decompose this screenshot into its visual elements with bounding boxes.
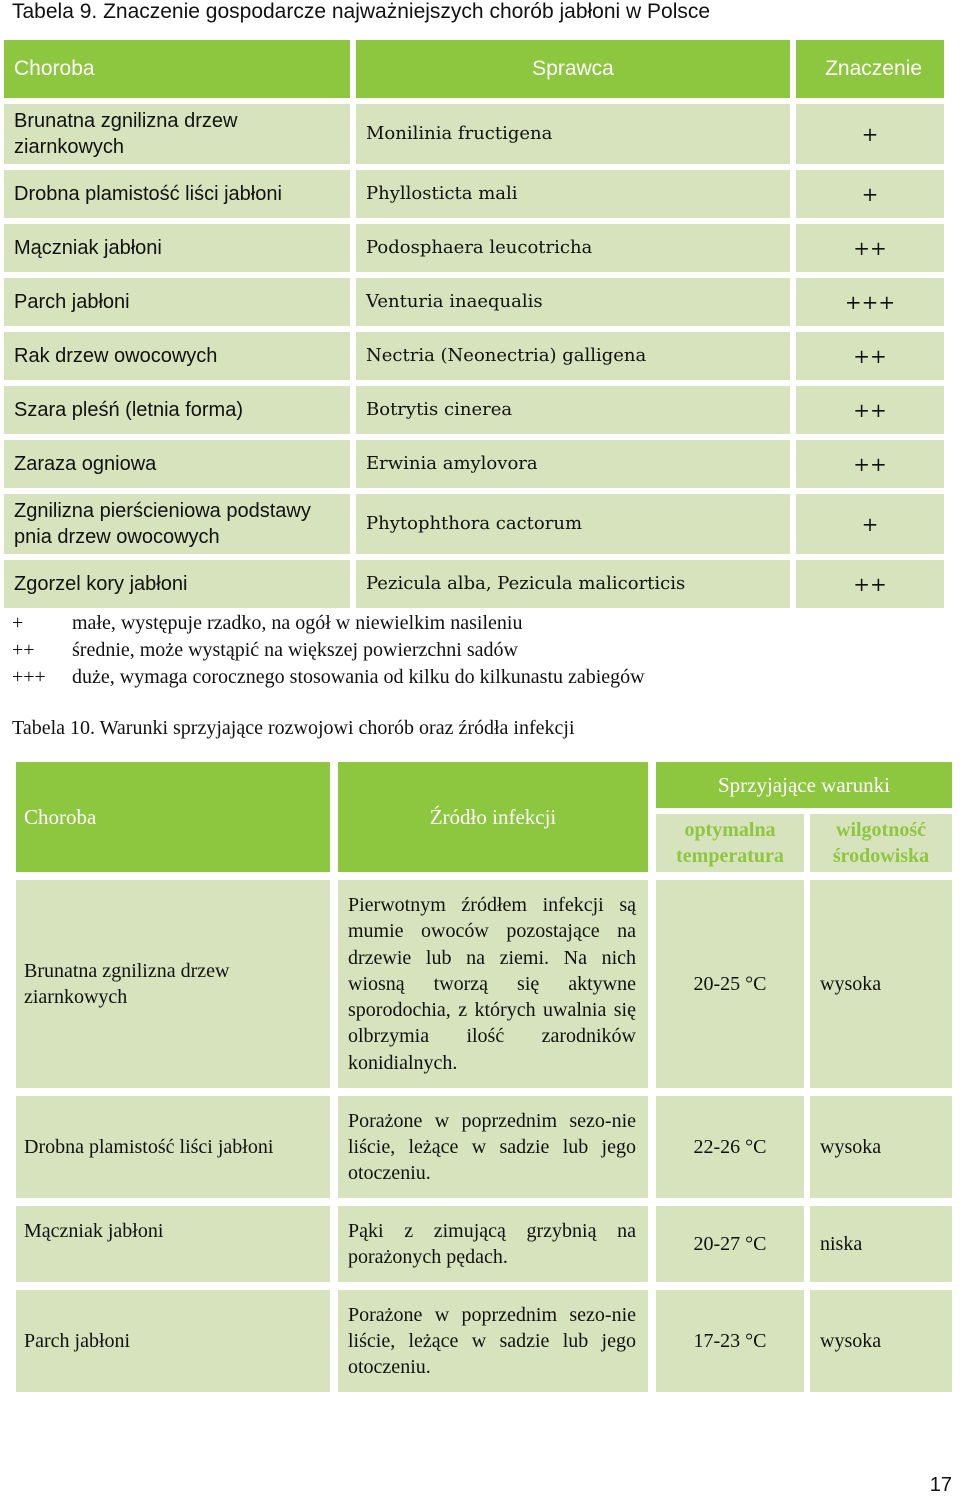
table-row: [4, 170, 944, 218]
table-row: [4, 560, 944, 608]
table10-header-conditions: Sprzyjające warunki: [656, 762, 952, 808]
table9-disease: Parch jabłoni: [4, 278, 350, 326]
table10-source-text: Pąki z zimującą grzybnią na porażonych pędach.: [348, 1219, 636, 1268]
table9-header-row: [4, 40, 944, 98]
table10-disease: Drobna plamistość liści jabłoni: [16, 1096, 330, 1198]
table-row: [4, 224, 944, 272]
table9-disease: Drobna plamistość liści jabłoni: [4, 170, 350, 218]
table10-humidity: niska: [810, 1206, 952, 1282]
legend-text: małe, występuje rzadko, na ogół w niewielkim nasileniu: [72, 612, 523, 634]
table9-disease: Zaraza ogniowa: [4, 440, 350, 488]
table10-source: [338, 1290, 648, 1392]
table-row: [4, 332, 944, 380]
table10-header-humidity: wilgotność środowiska: [810, 814, 952, 872]
table9-importance: +: [796, 494, 944, 554]
table10-disease: Mączniak jabłoni: [16, 1206, 330, 1282]
table10-header-temperature: optymalna temperatura: [656, 814, 804, 872]
table9-importance: ++: [796, 224, 944, 272]
table10-source: [338, 1206, 648, 1282]
table9-disease: Zgorzel kory jabłoni: [4, 560, 350, 608]
table10-header-source: Źródło infekcji: [338, 762, 648, 872]
legend-item: [12, 664, 645, 691]
table10-source: [338, 1096, 648, 1198]
table10-temperature: 22-26 °C: [656, 1096, 804, 1198]
table9-disease: Zgnilizna pierścieniowa podstawy pnia drzew owocowych: [4, 494, 350, 554]
table10-temperature: 20-25 °C: [656, 880, 804, 1088]
table10-humidity: wysoka: [810, 1096, 952, 1198]
table10-header-disease: Choroba: [16, 762, 330, 872]
table-row: [4, 104, 944, 164]
table9-importance: ++: [796, 560, 944, 608]
table9-agent: Monilinia fructigena: [356, 104, 790, 164]
table9-agent: Phyllosticta mali: [356, 170, 790, 218]
table9-importance: ++: [796, 386, 944, 434]
table9-agent: Nectria (Neonectria) galligena: [356, 332, 790, 380]
table9-disease: Mączniak jabłoni: [4, 224, 350, 272]
table9-disease: Brunatna zgnilizna drzew ziarnkowych: [4, 104, 350, 164]
table9-importance: +: [796, 170, 944, 218]
table9-agent: Pezicula alba, Pezicula malicorticis: [356, 560, 790, 608]
table-row: [4, 440, 944, 488]
legend-symbol: ++: [12, 639, 35, 661]
table-row: [4, 494, 944, 554]
table10-humidity: wysoka: [810, 880, 952, 1088]
table9-agent: Phytophthora cactorum: [356, 494, 790, 554]
legend-item: [12, 610, 645, 637]
table9-agent: Erwinia amylovora: [356, 440, 790, 488]
legend-item: [12, 637, 645, 664]
table-row: [4, 278, 944, 326]
table-row: [4, 386, 944, 434]
legend-text: duże, wymaga corocznego stosowania od kilku do kilkunastu zabiegów: [72, 666, 645, 688]
table9-importance: ++: [796, 440, 944, 488]
table10-source-text: Porażone w poprzednim sezo-nie liście, leżące w sadzie lub jego otoczeniu.: [348, 1109, 636, 1185]
legend-symbol: +: [12, 612, 24, 634]
table10-humidity: wysoka: [810, 1290, 952, 1392]
table9-disease: Szara pleśń (letnia forma): [4, 386, 350, 434]
table10-disease: Brunatna zgnilizna drzew ziarnkowych: [16, 880, 330, 1088]
table10-source-text: Porażone w poprzednim sezo-nie liście, leżące w sadzie lub jego otoczeniu.: [348, 1303, 636, 1379]
table10-source-text: Pierwotnym źródłem infekcji są mumie owoców pozostające na drzewie lub na ziemi. Na nich wiosną tworzą się aktywne sporodochia, z których uwalnia się olbrzymia ilość zarodników konidialnych.: [348, 894, 636, 1074]
table9-agent: Venturia inaequalis: [356, 278, 790, 326]
table10-temperature: 20-27 °C: [656, 1206, 804, 1282]
table9-header-importance: Znaczenie: [796, 40, 944, 98]
table9-agent: Podosphaera leucotricha: [356, 224, 790, 272]
table9-disease: Rak drzew owocowych: [4, 332, 350, 380]
table9-agent: Botrytis cinerea: [356, 386, 790, 434]
table9: [4, 40, 944, 614]
table9-importance: +++: [796, 278, 944, 326]
legend-symbol: +++: [12, 666, 46, 688]
table10-disease: Parch jabłoni: [16, 1290, 330, 1392]
page-number: 17: [929, 1474, 952, 1496]
table9-importance: ++: [796, 332, 944, 380]
legend-text: średnie, może wystąpić na większej powierzchni sadów: [72, 639, 518, 661]
table10-temperature: 17-23 °C: [656, 1290, 804, 1392]
table9-importance: +: [796, 104, 944, 164]
table10-source: [338, 880, 648, 1088]
table9-header-disease: Choroba: [4, 40, 350, 98]
table9-caption: Tabela 9. Znaczenie gospodarcze najważniejszych chorób jabłoni w Polsce: [12, 0, 711, 23]
legend: [12, 610, 645, 691]
table10-caption: Tabela 10. Warunki sprzyjające rozwojowi chorób oraz źródła infekcji: [12, 717, 575, 739]
table9-header-agent: Sprawca: [356, 40, 790, 98]
